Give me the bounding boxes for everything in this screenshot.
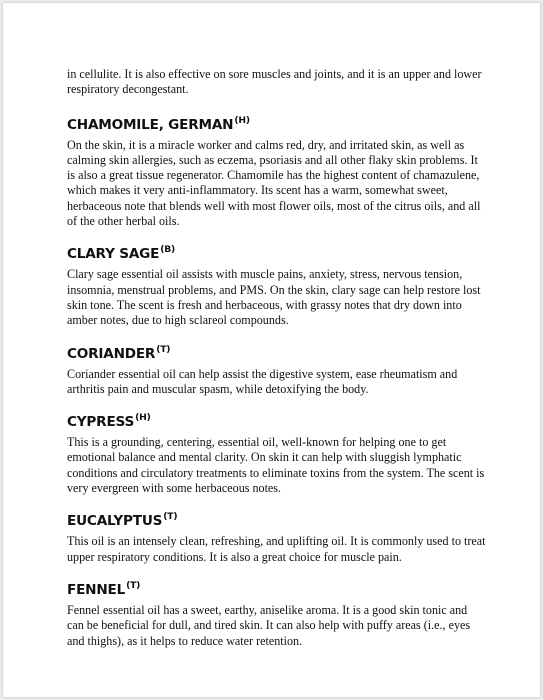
entry-tag: (T)	[163, 511, 178, 523]
entry-heading	[67, 114, 487, 133]
entry-name: CLARY SAGE	[67, 246, 160, 263]
entry-coriander	[67, 343, 487, 398]
entry-heading	[67, 579, 487, 598]
entry-tag: (H)	[135, 412, 151, 424]
entry-heading	[67, 343, 487, 362]
entry-name: EUCALYPTUS	[67, 513, 163, 530]
entry-tag: (T)	[156, 343, 171, 355]
entry-heading	[67, 414, 487, 430]
entry-name: CYPRESS	[67, 414, 135, 431]
entry-tag: (B)	[160, 244, 176, 256]
entry-body: This oil is an intensely clean, refreshing, and uplifting oil. It is commonly used to treat upper respiratory conditions. It is also a great choice for muscle pain.	[67, 534, 486, 564]
entry-body: This is a grounding, centering, essential oil, well-known for helping one to get emotional balance and mental clarity. On skin it can help with sluggish lymphatic conditions and circulatory treatments to eliminate toxins from the system. The scent is very evergreen with some herbaceous notes.	[67, 435, 485, 496]
entry-chamomile-german	[67, 114, 487, 230]
entry-fennel	[67, 579, 487, 649]
entry-body: Fennel essential oil has a sweet, earthy, aniselike aroma. It is a good skin tonic and can be beneficial for dull, and tired skin. It can also help with puffy areas (i.e., eyes and thighs), as it helps to reduce water retention.	[67, 602, 471, 648]
entry-tag: (T)	[126, 579, 141, 591]
page-content	[67, 67, 487, 666]
entry-name: CORIANDER	[67, 345, 156, 362]
entry-tag: (H)	[234, 114, 250, 126]
entry-cypress	[67, 414, 487, 496]
entry-heading	[67, 246, 487, 262]
entry-clary-sage	[67, 246, 487, 328]
entry-heading	[67, 513, 487, 529]
entry-body: On the skin, it is a miracle worker and calms red, dry, and irritated skin, as well as calming skin allergies, such as eczema, psoriasis and all other flaky skin problems. It is also a great tissue regenerator. Chamomile has the highest content of chamazulene, which makes it very anti-inflammatory. Its scent has a warm, somewhat sweet, herbaceous note that blends well with most flower oils, most of the citrus oils, and all of the other herbal oils.	[67, 137, 481, 229]
entry-body: Clary sage essential oil assists with muscle pains, anxiety, stress, nervous tension, insomnia, menstrual problems, and PMS. On the skin, clary sage can help restore lost skin tone. The scent is fresh and herbaceous, with grassy notes that dry down into amber notes, due to high sclareol compounds.	[67, 267, 481, 328]
entry-name: FENNEL	[67, 581, 126, 598]
entry-body: Coriander essential oil can help assist the digestive system, ease rheumatism and arthritis pain and muscular spasm, while detoxifying the body.	[67, 366, 458, 396]
entry-name: CHAMOMILE, GERMAN	[67, 116, 234, 133]
entry-eucalyptus	[67, 513, 487, 565]
document-page	[3, 3, 540, 697]
intro-paragraph: in cellulite. It is also effective on sore muscles and joints, and it is an upper and lower respiratory decongestant.	[67, 67, 482, 97]
